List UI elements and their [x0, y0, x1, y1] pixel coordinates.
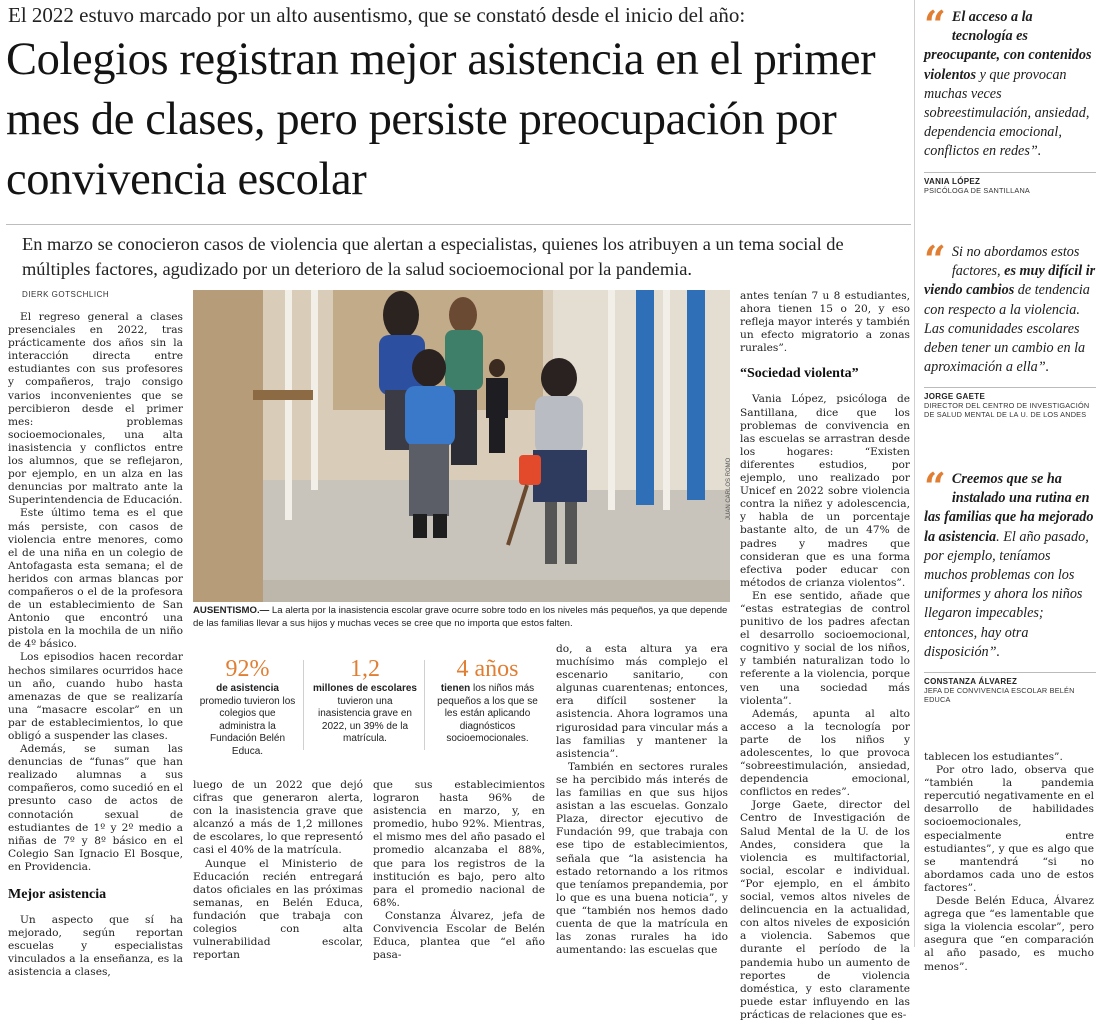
quote-author: VANIA LÓPEZ — [924, 176, 981, 186]
body-column-2 — [193, 779, 363, 962]
divider — [924, 172, 1096, 173]
quote-rest: . El año pasado, por ejemplo, teníamos muchos problemas con los uniformes y ahora los niños llegaron impecables; entonces, hay otra disposición”. — [924, 528, 1089, 660]
paragraph: Los episodios hacen recordar hechos similares ocurridos hace un año, cuando hubo hasta amenazas de que se realizaría una “masacre escolar” en un par de establecimientos, lo que obligó a suspender las clases. — [8, 651, 183, 742]
stat-text — [310, 683, 420, 746]
divider — [303, 660, 304, 750]
paragraph: Además, se suman las denuncias de “funas” que han realizado alumnas a sus compañeros, como sucedió en el presunto caso de actos de connotación sexual de estudiantes de 1º y 2º medio a niñas de 7º y 8º básico en el Colegio San Ignacio El Bosque, en Providencia. — [8, 743, 183, 873]
quote-role: DIRECTOR DEL CENTRO DE INVESTIGACIÓN DE SALUD MENTAL DE LA U. DE LOS ANDES — [924, 401, 1090, 420]
paragraph: Por otro lado, observa que “también la pandemia repercutió negativamente en el desarrollo de habilidades socioemocionales, especialmente entre estudiantes”, y que es algo que se mantendrá “si no abordamos cada uno de estos factores”. — [924, 764, 1094, 894]
stat-text — [430, 683, 545, 746]
stat-value: 1,2 — [350, 656, 380, 682]
paragraph: que sus establecimientos lograron hasta 96% de asistencia en marzo, y, en promedio, hubo 92%. Mientras, el mismo mes del año pasado el promedio alcanzaba el 88%, que para los registros de la institución es bajo, pero alto para el promedio nacional de 68%. — [373, 779, 545, 909]
quote-role: JEFA DE CONVIVENCIA ESCOLAR BELÉN EDUCA — [924, 686, 1075, 705]
stat-desc: promedio tuvieron los colegios que administra la Fundación Belén Educa. — [199, 695, 296, 757]
stat-asistencia — [195, 655, 300, 758]
stat-lead: de asistencia — [216, 683, 279, 694]
paragraph: do, a esta altura ya era muchísimo más complejo el escenario sanitario, con algunas cuarentenas; entonces, era difícil sostener la asistencia. Ahora logramos una rigurosidad para vincular más a las familias y mantener la asistencia”. — [556, 643, 728, 760]
quote-rest: y que provocan muchas veces sobreestimulación, ansiedad, dependencia emocional, conflictos en redes”. — [924, 66, 1090, 160]
body-column-1 — [8, 311, 183, 979]
stat-desc: tuvieron una inasistencia grave en 2022, un 39% de la matrícula. — [318, 695, 412, 744]
paragraph: Vania López, psicóloga de Santillana, dice que los problemas de convivencia en las escuelas se arrastran desde los hogares: “Existen diferentes estudios, por ejemplo, uno realizado por Unicef en 2022 sobre violencia contra la niñez y adolescencia, y habla de un porcentaje bastante alto, de un 47% de padres y madres que consideran que es una forma efectiva poder educar con métodos de crianza violentos”. — [740, 393, 910, 589]
quote-mark-icon: “ — [924, 237, 946, 282]
quote-text — [924, 464, 1096, 662]
quote-emphasis: El acceso a la tecnología es preocupante, con contenidos violentos — [924, 9, 1092, 83]
subhead-mejor-asistencia: Mejor asistencia — [8, 887, 107, 903]
paragraph: Aunque el Ministerio de Educación recién entregará datos oficiales en las próximas semanas, en Belén Educa, fundación que trabaja con colegios con alta vulnerabilidad escolar, reportan — [193, 857, 363, 962]
article-photo — [193, 290, 730, 602]
quote-lead: Si no abordamos estos factores, — [951, 244, 1080, 280]
caption-label: AUSENTISMO.— — [193, 605, 270, 616]
quote-rest: de tendencia con respecto a la violencia. Las comunidades escolares deben tener un cambio en la aproximación a ella”. — [924, 282, 1090, 376]
stat-text — [195, 683, 300, 758]
paragraph: Un aspecto que sí ha mejorado, según reportan escuelas y especialistas vinculados a la enseñanza, es la asistencia a clases, — [8, 914, 183, 979]
paragraph: Jorge Gaete, director del Centro de Investigación de Salud Mental de la U. de los Andes, considera que la violencia es multifactorial, social, escolar e individual. “Por ejemplo, en el ámbito social, vemos altos niveles de delincuencia en la actualidad, con altos niveles de exposición a violencia. Sabemos que durante el período de la pandemia hubo un aumento de reportes de violencia doméstica, y esto claramente puede estar influyendo en las prácticas de relaciones que es- — [740, 799, 910, 1021]
caption-text: La alerta por la inasistencia escolar grave ocurre sobre todo en los niveles más pequeños, ya que depende de las familias llevar a sus hijos y muchas veces se cree que no importa que estos falten. — [193, 605, 728, 629]
stat-lead: millones de escolares — [313, 683, 417, 694]
stat-edad — [430, 655, 545, 746]
paragraph: luego de un 2022 que dejó cifras que generaron alerta, con la inasistencia grave que alcanzó a más de 1,2 millones de escolares, lo que representó casi el 40% de la matrícula. — [193, 779, 363, 857]
paragraph: En ese sentido, añade que “estas estrategias de control punitivo de los padres afectan el desarrollo socioemocional, cognitivo y social de los niños, y también naturalizan todo lo referente a la violencia, porque ven una sociedad más violenta”. — [740, 589, 910, 707]
divider — [6, 224, 911, 225]
paragraph: Desde Belén Educa, Álvarez agrega que “es lamentable que siga la violencia escolar”, pero asegura que “en comparación al año pasado, es mucho menos”. — [924, 895, 1094, 973]
paragraph: Constanza Álvarez, jefa de Convivencia Escolar de Belén Educa, plantea que “el año pasa- — [373, 909, 545, 962]
photo-credit: JUAN CARLOS ROMO — [726, 457, 732, 520]
body-column-3 — [373, 779, 545, 962]
quote-text — [924, 2, 1096, 162]
body-column-4 — [556, 643, 728, 957]
paragraph: tablecen los estudiantes”. — [924, 751, 1063, 763]
paragraph: Este último tema es el que más persiste, con casos de violencia entre menores, como el de una niña en un colegio de Antofagasta esta semana; el de heridos con armas blancas por compañeros o el de la profesora de un establecimiento de San Antonio que encontró una pistola en la mochila de un niño de 4º básico. — [8, 507, 183, 651]
pull-quote-vania-lopez — [924, 2, 1096, 195]
quote-mark-icon: “ — [924, 464, 946, 509]
quote-text — [924, 237, 1096, 377]
byline: DIERK GOTSCHLICH — [22, 290, 110, 299]
stat-desc: los niños más pequeños a los que se les están aplicando diagnósticos socioemocionales. — [437, 683, 538, 744]
paragraph: antes tenían 7 u 8 estudiantes, ahora tienen 15 o 20, y eso refleja mayor interés y también un efecto migratorio a zonas rurales”. — [740, 290, 910, 355]
quote-emphasis: Creemos que se ha instalado una rutina en las familias que ha mejorado la asistencia — [924, 471, 1094, 545]
sidebar-divider — [914, 0, 915, 947]
kicker: El 2022 estuvo marcado por un alto ausentismo, que se constató desde el inicio del año: — [8, 3, 746, 27]
quote-author: CONSTANZA ÁLVAREZ — [924, 677, 1018, 687]
paragraph: También en sectores rurales se ha percibido más interés de las familias en que sus hijos asistan a las escuelas. Gonzalo Plaza, director ejecutivo de Fundación 99, que trabaja con ese tipo de establecimientos, señala que “la asistencia ha estado retornando a los ritmos que teníamos prepandemia, por lo que es una buena noticia”, y que “también nos hemos dado cuenta de que la matrícula en las zonas rurales ha ido aumentando: las escuelas que — [556, 760, 728, 957]
divider — [424, 660, 425, 750]
paragraph: Además, apunta al alto acceso a la tecnología por parte de los niños y adolescentes, lo que provoca “sobreestimulación, ansiedad, dependencia emocional, conflictos en redes”. — [740, 707, 910, 799]
stat-lead: tienen — [440, 683, 471, 694]
divider — [924, 387, 1096, 388]
body-column-6 — [924, 751, 1094, 973]
quote-role: PSICÓLOGA DE SANTILLANA — [924, 185, 1030, 195]
headline: Colegios registran mejor asistencia en el primer mes de clases, pero persiste preocupación por convivencia escolar — [6, 34, 876, 205]
children-walking-illustration — [193, 290, 730, 602]
photo-caption — [193, 604, 728, 630]
pull-quote-jorge-gaete — [924, 237, 1096, 420]
body-column-5 — [740, 290, 910, 1021]
paragraph: El regreso general a clases presenciales en 2022, tras prácticamente dos años sin la interacción directa entre estudiantes con sus profesores y compañeros, trajo consigo varios inconvenientes que se percibieron desde el primer mes: problemas socioemocionales, una alta inasistencia y conflictos entre los alumnos, que se reflejaron, por ejemplo, en un alza en las denuncias por maltrato ante la Superintendencia de Educación. — [8, 311, 183, 507]
stat-value: 4 años — [456, 656, 519, 682]
quote-emphasis: es muy difícil ir viendo cambios — [924, 263, 1096, 299]
pull-quote-constanza-alvarez — [924, 464, 1096, 705]
stat-millones — [310, 655, 420, 746]
stat-value: 92% — [225, 656, 270, 682]
deck: En marzo se conocieron casos de violencia que alertan a especialistas, quienes los atribuyen a un tema social de múltiples factores, agudizado por un deterioro de la salud socioemocional por la pandemia. — [22, 234, 844, 279]
subhead-sociedad-violenta: “Sociedad violenta” — [740, 366, 859, 382]
divider — [924, 672, 1096, 673]
quote-mark-icon: “ — [924, 2, 946, 47]
quote-author: JORGE GAETE — [924, 392, 986, 402]
